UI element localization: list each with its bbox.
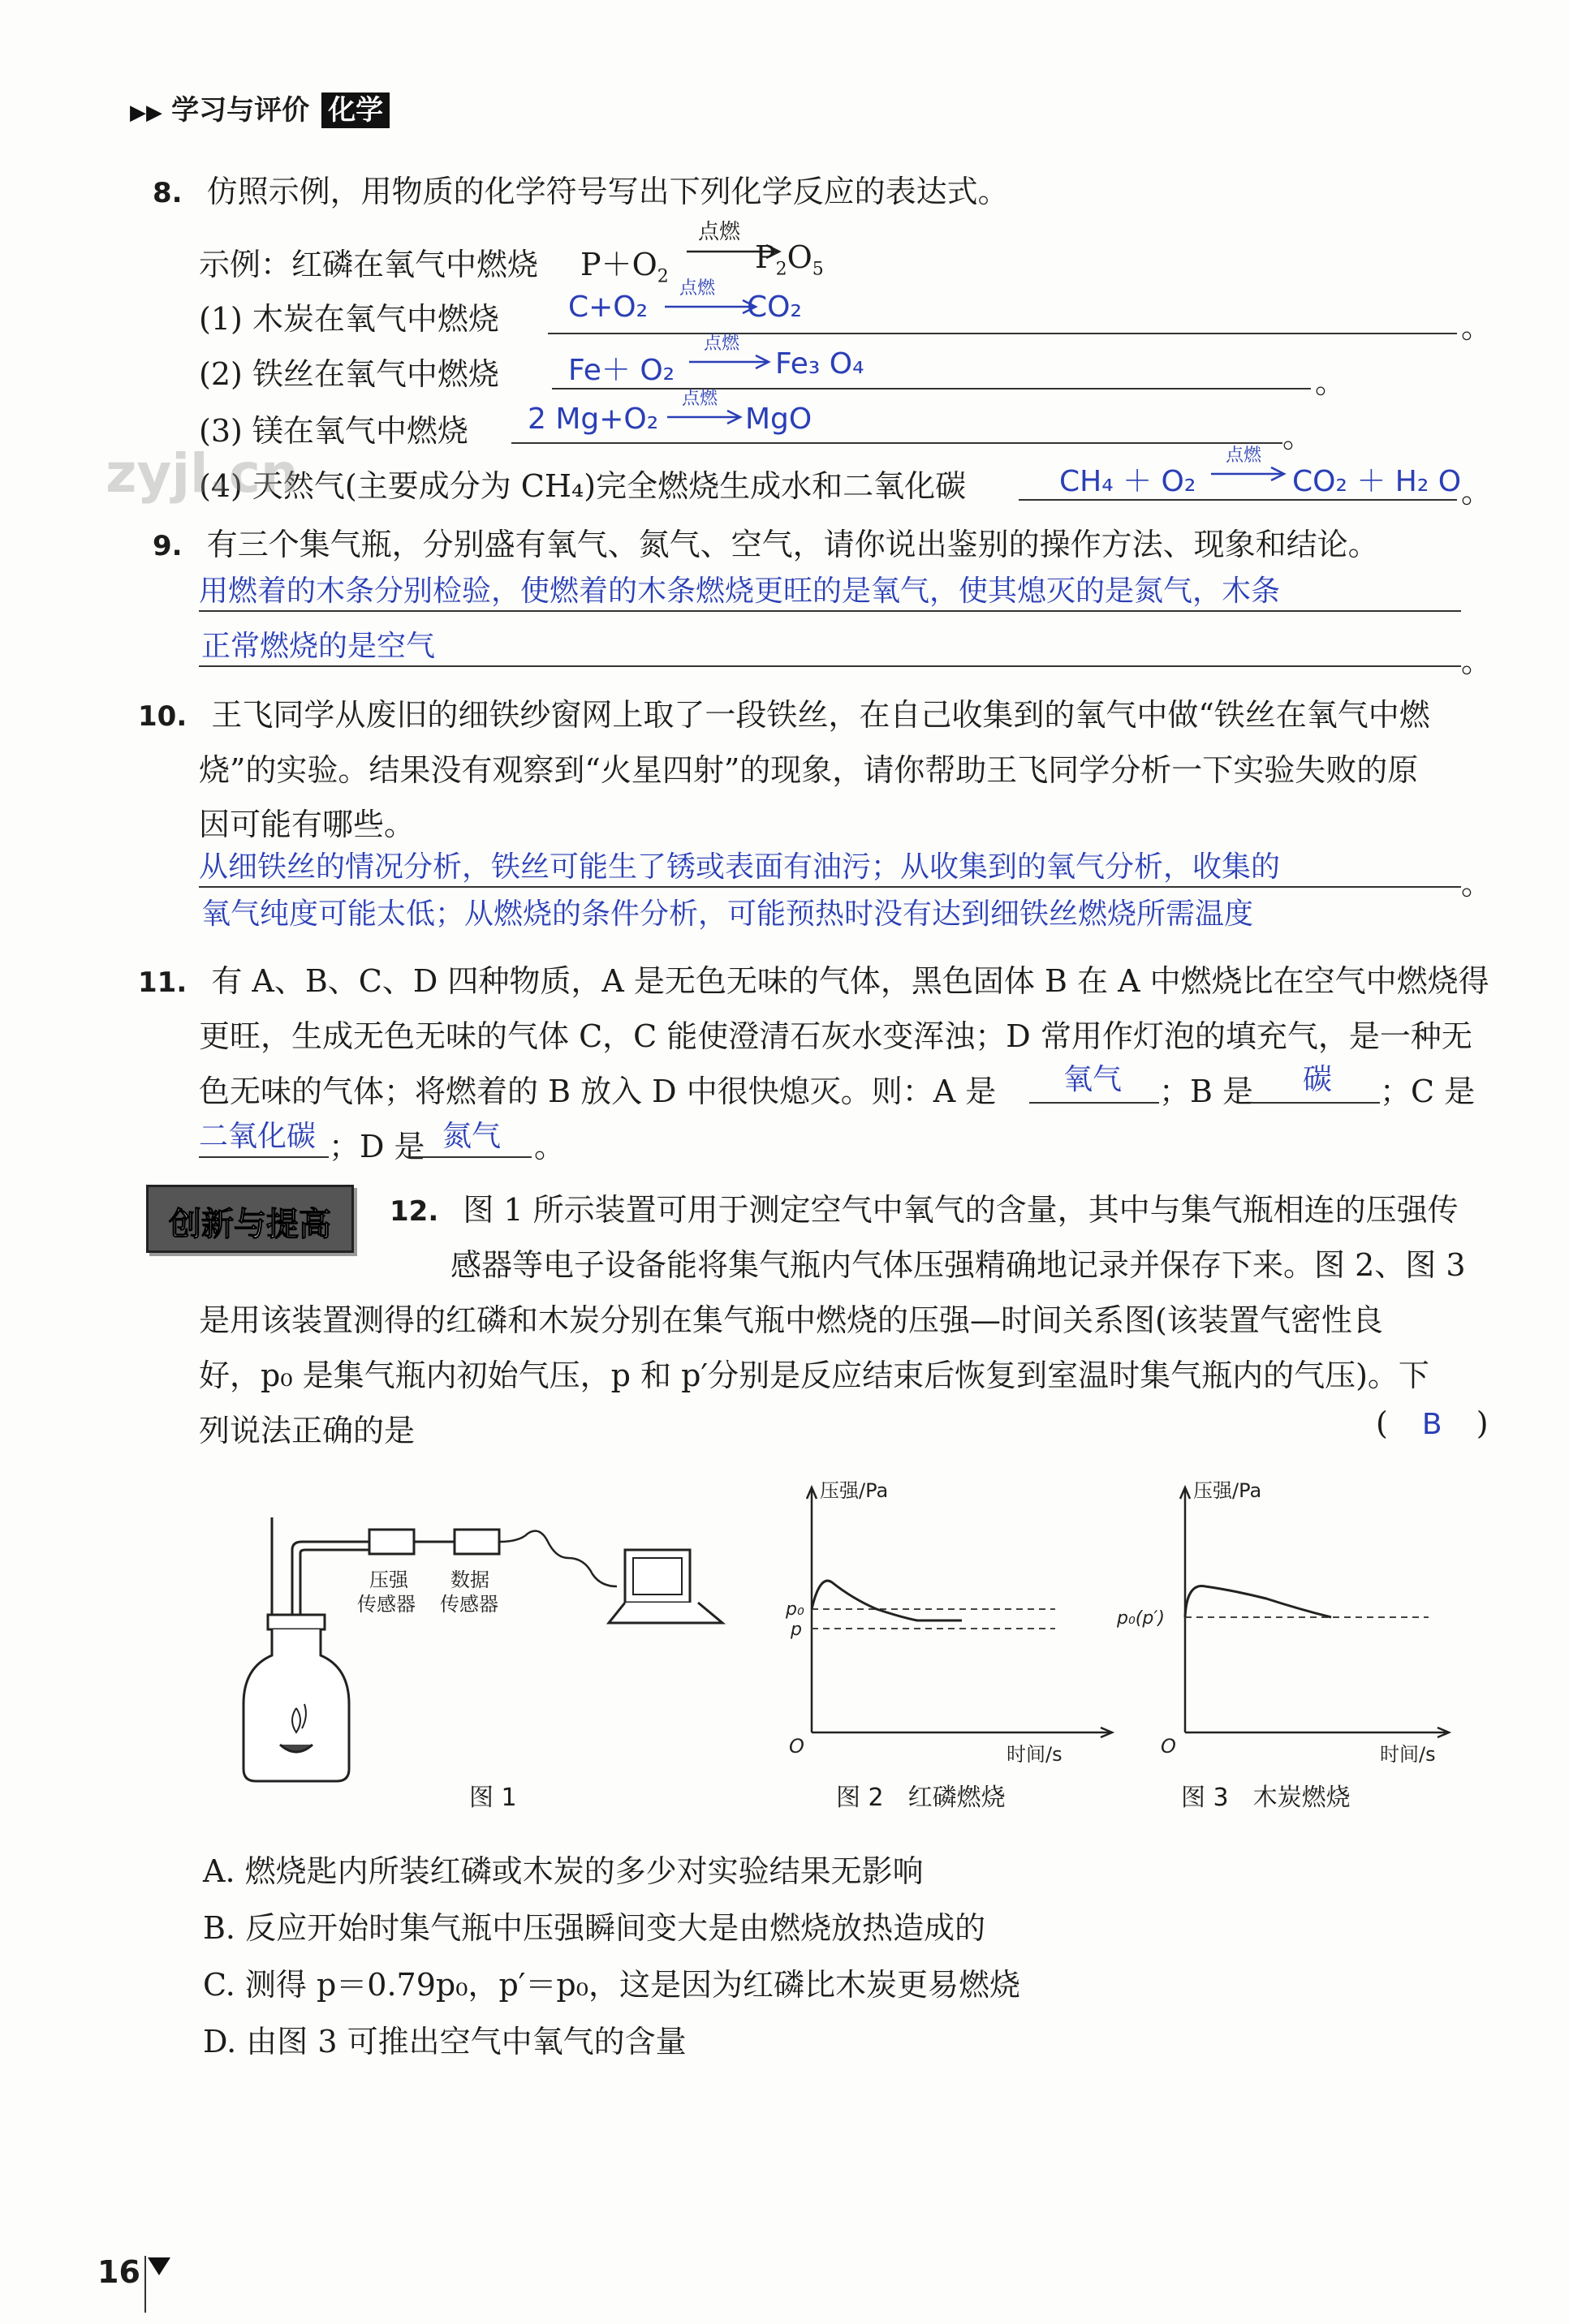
figure-1-apparatus <box>227 1501 747 1810</box>
q8-item-4-label: (4) 天然气(主要成分为 CH₄)完全燃烧生成水和二氧化碳 <box>199 468 967 504</box>
q11-line3c: ；C 是 <box>1380 1074 1476 1109</box>
fig1-label-data: 数据 <box>450 1569 489 1591</box>
q8-item-4-end: 。 <box>1461 474 1493 510</box>
q12-line1-text: 图 1 所示装置可用于测定空气中氧气的含量，其中与集气瓶相连的压强传 <box>463 1192 1459 1228</box>
item4-condition: 点燃 <box>1226 445 1262 466</box>
fig2-ylabel: 压强/Pa <box>820 1479 889 1502</box>
q11-answer-c: 二氧化碳 <box>199 1120 317 1153</box>
q11-blank-b <box>1250 1102 1380 1104</box>
q8-item-4-right: CO₂ ＋ H₂ O <box>1292 465 1462 498</box>
q11-answer-b: 碳 <box>1303 1063 1333 1096</box>
fig3-origin: O <box>1161 1735 1176 1758</box>
q12-line3: 是用该装置测得的红磷和木炭分别在集气瓶中燃烧的压强—时间关系图(该装置气密性良 <box>199 1302 1383 1338</box>
q8-item-1-right: CO₂ <box>747 290 802 324</box>
q8-item-1-end: 。 <box>1461 309 1493 345</box>
example-left: P＋O <box>580 247 657 282</box>
q12-option-b: B. 反应开始时集气瓶中压强瞬间变大是由燃烧放热造成的 <box>203 1910 986 1946</box>
header-title: 学习与评价 <box>171 94 310 127</box>
page-number <box>97 2254 170 2290</box>
q10-answer-line2: 氧气纯度可能太低；从燃烧的条件分析，可能预热时没有达到细铁丝燃烧所需温度 <box>201 897 1254 931</box>
q8-item-3-end: 。 <box>1282 419 1314 454</box>
q11-blank-a <box>1029 1102 1159 1104</box>
fig2-tick-p0: p₀ <box>786 1599 804 1620</box>
example-sub3: 5 <box>812 259 824 280</box>
q8-item-3-right: MgO <box>745 402 813 436</box>
figure-3-chart <box>1112 1473 1453 1765</box>
q9-answer-line1: 用燃着的木条分别检验，使燃着的木条燃烧更旺的是氧气，使其熄灭的是氮气，木条 <box>199 575 1281 608</box>
q12-answer-bracket <box>1376 1405 1489 1441</box>
bracket-open: ( <box>1376 1405 1388 1441</box>
q10-answer-line1: 从细铁丝的情况分析，铁丝可能生了锈或表面有油污；从收集到的氧气分析，收集的 <box>199 850 1281 884</box>
fig2-origin: O <box>789 1735 804 1758</box>
q11-line2: 更旺，生成无色无味的气体 C，C 能使澄清石灰水变浑浊；D 常用作灯泡的填充气，是一种无 <box>199 1018 1472 1054</box>
q9-end: 。 <box>1461 643 1493 679</box>
q9-answer-line2: 正常燃烧的是空气 <box>201 630 436 663</box>
header-arrows-icon: ▶▶ <box>130 101 162 125</box>
q8-prompt-text: 仿照示例，用物质的化学符号写出下列化学反应的表达式。 <box>206 174 1009 209</box>
q10-line3: 因可能有哪些。 <box>199 807 416 842</box>
fig3-tick-p0: p₀(p′) <box>1117 1608 1165 1629</box>
q8-example <box>199 239 538 284</box>
example-condition: 点燃 <box>698 220 741 244</box>
q11-line4a: ；D 是 <box>329 1129 425 1164</box>
q8-item-3-left: 2 Mg+O₂ <box>528 402 659 436</box>
watermark: zyjl.cn <box>106 442 299 505</box>
fig1-label-pressure-sensor: 传感器 <box>357 1593 416 1616</box>
q11-answer-a: 氧气 <box>1063 1063 1123 1096</box>
header-subject: 化学 <box>321 93 390 128</box>
q11-line4-end: 。 <box>534 1129 566 1164</box>
fig3-xlabel: 时间/s <box>1380 1743 1436 1765</box>
q8-item-1-left: C+O₂ <box>568 290 649 324</box>
q9-prompt-text: 有三个集气瓶，分别盛有氧气、氮气、空气，请你说出鉴别的操作方法、现象和结论。 <box>206 527 1379 562</box>
example-o: O <box>787 239 813 275</box>
figure-2-chart <box>779 1473 1120 1765</box>
q10-line1 <box>138 690 1430 734</box>
q12-option-d: D. 由图 3 可推出空气中氧气的含量 <box>203 2024 687 2059</box>
fig2-caption: 图 2 红磷燃烧 <box>836 1784 1006 1812</box>
q11-blank-d <box>410 1156 532 1158</box>
q12-number: 12. <box>390 1195 439 1228</box>
fig1-caption: 图 1 <box>469 1784 517 1812</box>
page-number-text: 16 <box>97 2254 140 2290</box>
q10-line2: 烧”的实验。结果没有观察到“火星四射”的现象，请你帮助王飞同学分析一下实验失败的原 <box>199 752 1419 788</box>
q8-example-equation <box>580 239 669 287</box>
q9-prompt <box>153 519 1379 564</box>
q11-line1 <box>138 956 1489 1001</box>
fig1-label-pressure: 压强 <box>369 1569 408 1591</box>
item2-condition: 点燃 <box>704 334 740 354</box>
q8-item-2-label: (2) 铁丝在氧气中燃烧 <box>199 356 499 392</box>
fig2-tick-p: p <box>791 1620 802 1640</box>
q8-number: 8. <box>153 177 183 209</box>
page-header <box>130 88 390 127</box>
fig3-ylabel: 压强/Pa <box>1193 1479 1262 1502</box>
q8-item-1-answer-line <box>548 333 1457 334</box>
q11-blank-c <box>199 1156 329 1158</box>
item1-condition: 点燃 <box>679 278 716 299</box>
example-right <box>755 239 824 280</box>
section-tag-innovation <box>146 1185 354 1253</box>
q12-option-c: C. 测得 p＝0.79p₀，p′＝p₀，这是因为红磷比木炭更易燃烧 <box>203 1967 1020 2003</box>
q8-item-3-label: (3) 镁在氧气中燃烧 <box>199 413 468 449</box>
q11-line3b: ；B 是 <box>1159 1074 1254 1109</box>
q8-item-2-end: 。 <box>1315 364 1347 400</box>
example-sub2: 2 <box>775 259 787 280</box>
page-number-rule <box>144 2256 146 2313</box>
q10-line-a <box>199 886 1461 888</box>
q12-answer: B <box>1421 1408 1442 1441</box>
q8-example-label: 示例：红磷在氧气中燃烧 <box>199 247 539 282</box>
q8-prompt <box>153 166 1009 211</box>
q9-line1 <box>199 610 1461 612</box>
q11-line1-text: 有 A、B、C、D 四种物质，A 是无色无味的气体，黑色固体 B 在 A 中燃烧比在空气中燃烧得 <box>211 963 1489 999</box>
q8-item-4-answer-line <box>1019 499 1457 501</box>
q12-line1 <box>390 1185 1459 1229</box>
q9-line2 <box>199 665 1461 667</box>
fig1-label-data-sensor: 传感器 <box>440 1593 498 1616</box>
q12-line2: 感器等电子设备能将集气瓶内气体压强精确地记录并保存下来。图 2、图 3 <box>450 1247 1466 1283</box>
q10-line1-text: 王飞同学从废旧的细铁纱窗网上取了一段铁丝，在自己收集到的氧气中做“铁丝在氧气中燃 <box>211 697 1430 733</box>
q10-end: 。 <box>1461 866 1493 902</box>
fig3-caption: 图 3 木炭燃烧 <box>1181 1784 1351 1812</box>
q9-number: 9. <box>153 530 183 562</box>
q12-line5: 列说法正确的是 <box>199 1413 416 1448</box>
q8-item-2-left: Fe＋ O₂ <box>568 354 675 387</box>
q8-item-1-label: (1) 木炭在氧气中燃烧 <box>199 301 499 337</box>
q11-line3a: 色无味的气体；将燃着的 B 放入 D 中很快熄灭。则：A 是 <box>199 1074 997 1109</box>
q8-item-2-right: Fe₃ O₄ <box>775 347 864 381</box>
q12-line4: 好，p₀ 是集气瓶内初始气压，p 和 p′分别是反应结束后恢复到室温时集气瓶内的气压)。下 <box>199 1358 1429 1393</box>
page-marker-icon <box>148 2257 170 2275</box>
example-p: P <box>755 239 776 275</box>
q8-item-4-left: CH₄ ＋ O₂ <box>1059 465 1196 498</box>
item3-condition: 点燃 <box>682 389 718 409</box>
fig2-xlabel: 时间/s <box>1006 1743 1063 1765</box>
q10-number: 10. <box>138 700 188 733</box>
bracket-close: ) <box>1476 1405 1489 1441</box>
q12-option-a: A. 燃烧匙内所装红磷或木炭的多少对实验结果无影响 <box>203 1853 924 1889</box>
q11-answer-d: 氮气 <box>442 1120 502 1153</box>
q8-item-3-answer-line <box>511 442 1282 444</box>
q11-number: 11. <box>138 966 188 999</box>
example-sub1: 2 <box>657 266 669 287</box>
section-tag-text: 创新与提高 <box>169 1206 331 1243</box>
